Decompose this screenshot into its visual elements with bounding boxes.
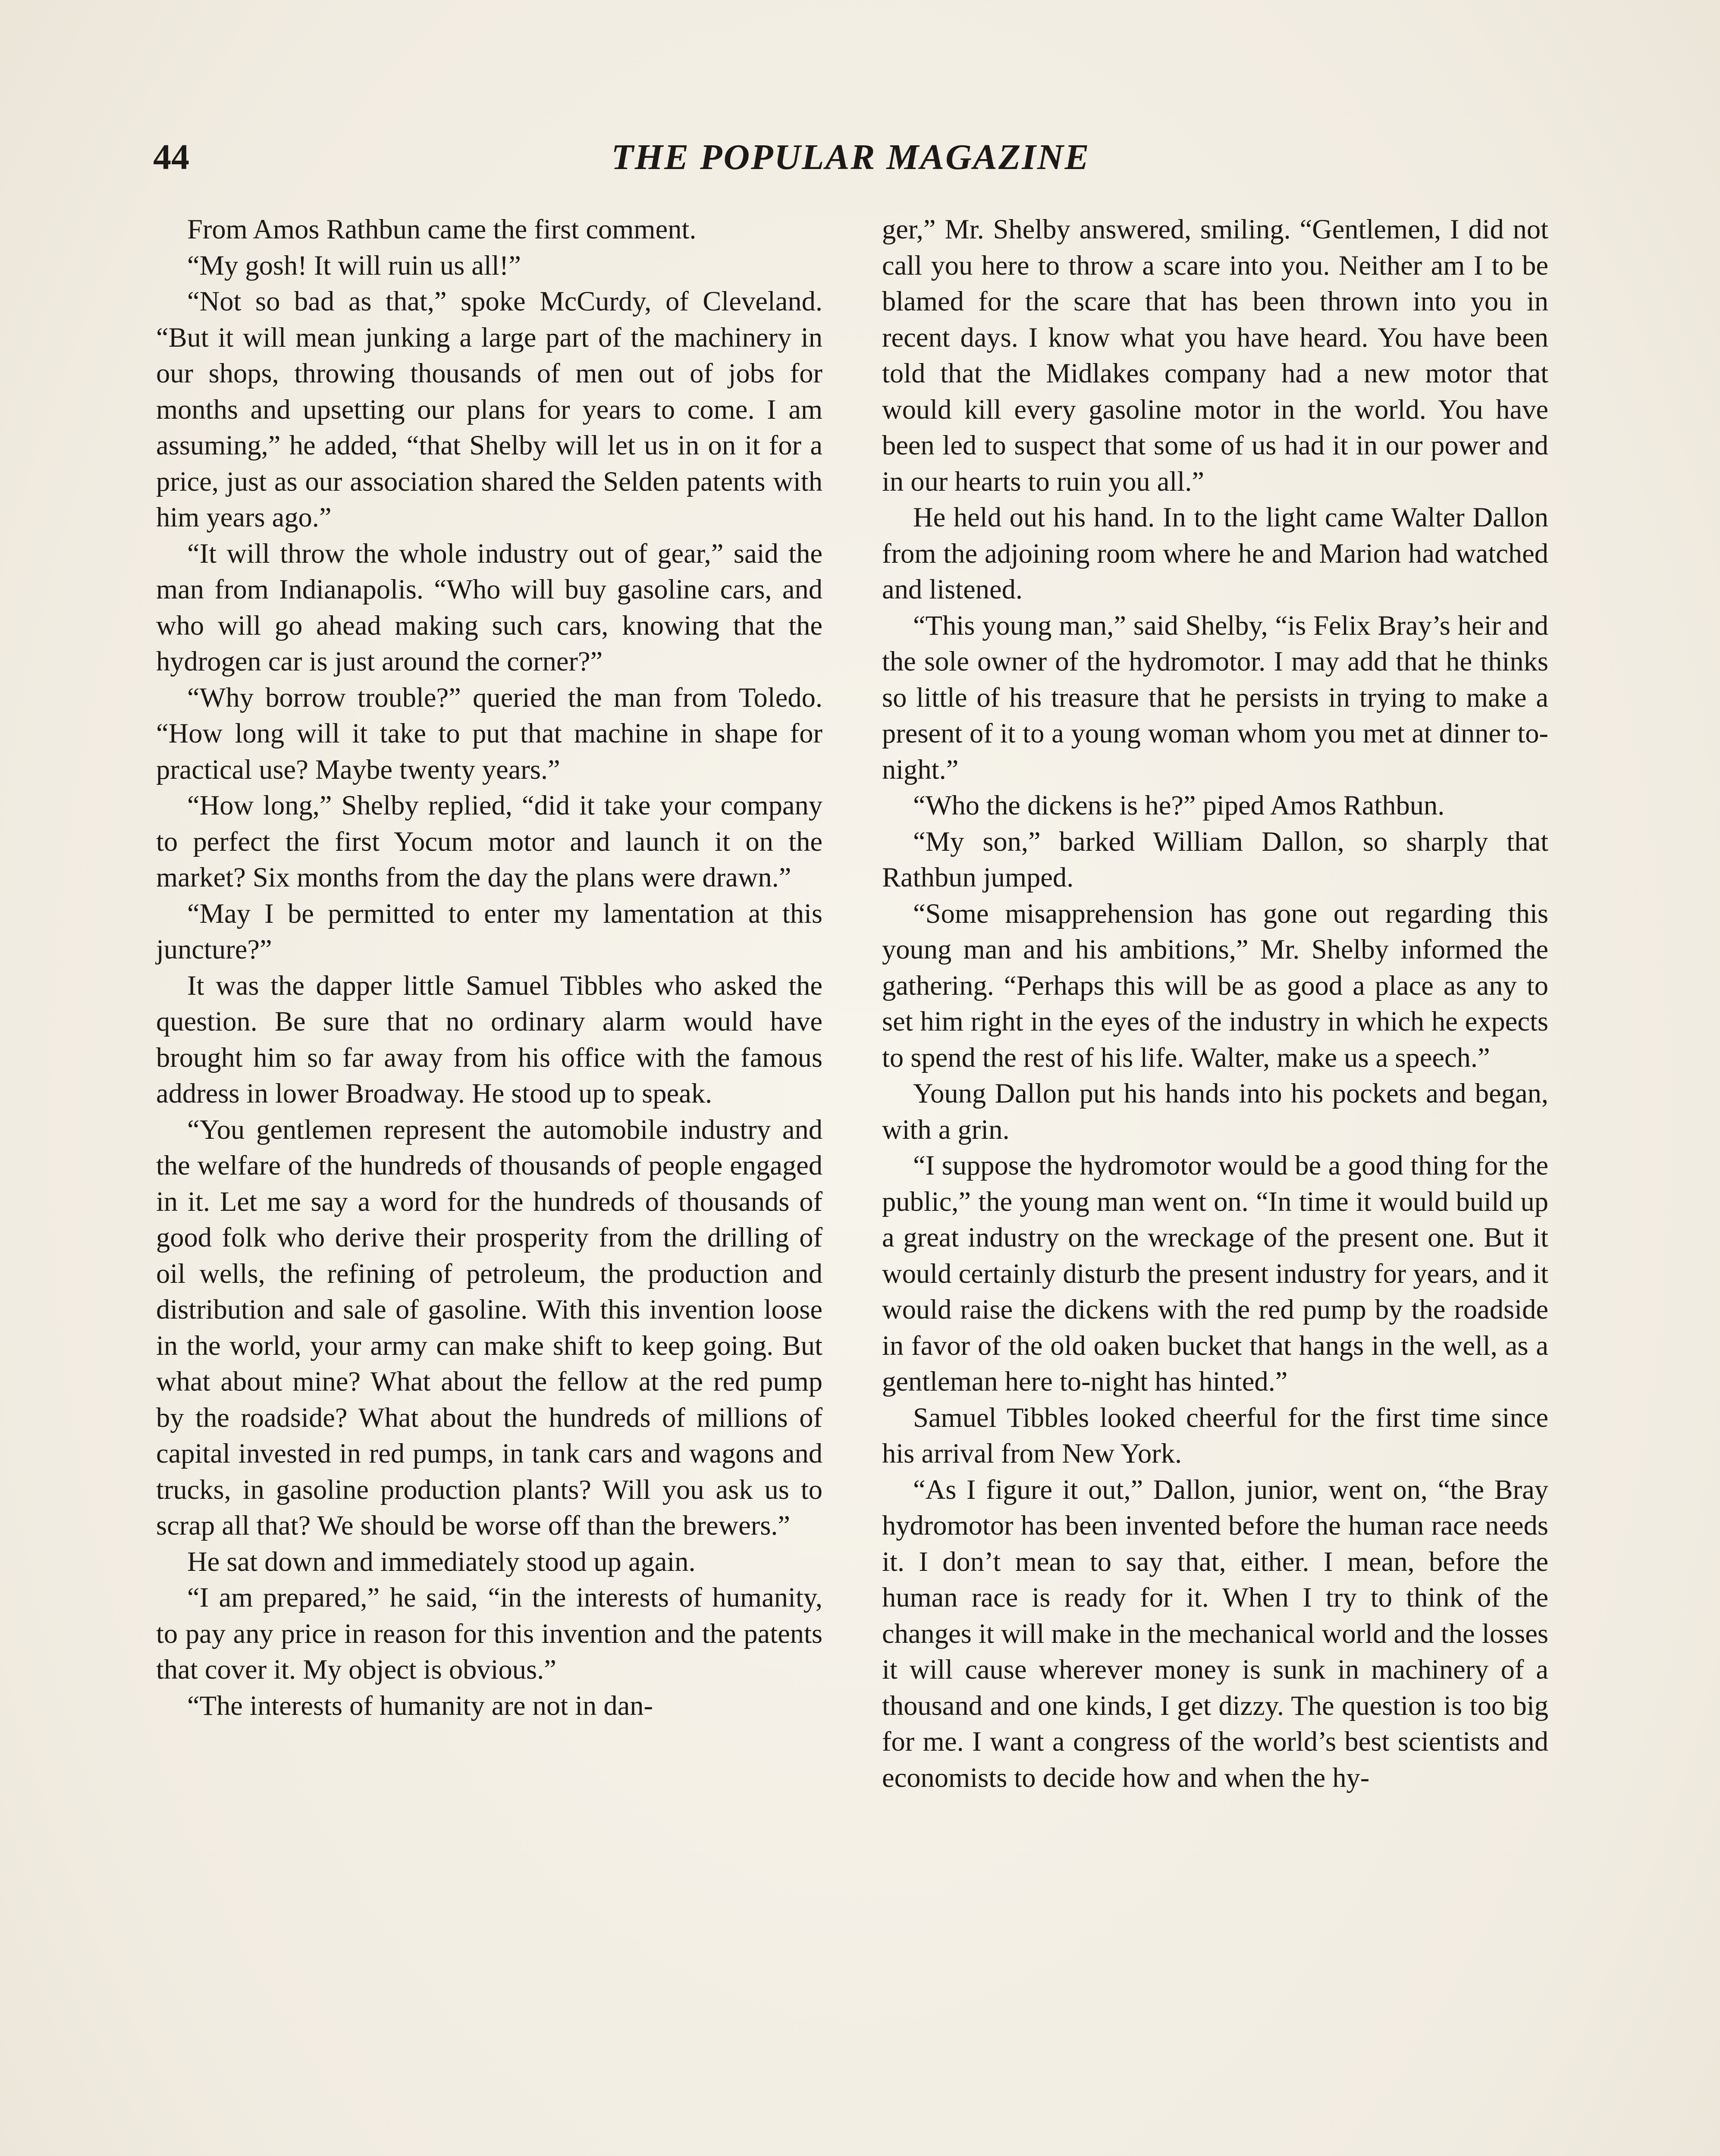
paragraph: “My gosh! It will ruin us all!” (187, 250, 521, 281)
paragraph: “May I be permitted to enter my lamentation at this juncture?” (156, 898, 822, 965)
paragraph: “It will throw the whole industry out of gear,” said the man from Indianapolis. “Who will buy gasoline cars, and who will go ahead making such cars, knowing that the hydrogen car is just around the corner?” (156, 538, 822, 677)
paragraph: “My son,” barked William Dallon, so sharply that Rathbun jumped. (882, 826, 1548, 893)
right-column (882, 211, 1548, 1796)
paragraph: “The interests of humanity are not in dan- (187, 1690, 653, 1721)
paragraph: “Some misapprehension has gone out regarding this young man and his ambitions,” Mr. Shelby informed the gathering. “Perhaps this will be as good a place as any to set him right in the eyes of the industry in which he expects to spend the rest of his life. Walter, make us a speech.” (882, 898, 1548, 1073)
paragraph: “How long,” Shelby replied, “did it take your company to perfect the first Yocum motor and launch it on the market? Six months from the day the plans were drawn.” (156, 790, 822, 893)
paragraph: He sat down and immediately stood up again. (187, 1546, 696, 1577)
paragraph: Young Dallon put his hands into his pockets and began, with a grin. (882, 1078, 1548, 1145)
paragraph: From Amos Rathbun came the first comment. (187, 214, 697, 244)
paragraph: “Who the dickens is he?” piped Amos Rathbun. (913, 790, 1445, 821)
paragraph: “I am prepared,” he said, “in the interests of humanity, to pay any price in reason for this invention and the patents that cover it. My object is obvious.” (156, 1582, 822, 1685)
paragraph: “I suppose the hydromotor would be a good thing for the public,” the young man went on. “In time it would build up a great industry on the wreckage of the present one. But it would certainly disturb the present industry for years, and it would raise the dickens with the red pump by the roadside in favor of the old oaken bucket that hangs in the well, as a gentleman here to-night has hinted.” (882, 1150, 1548, 1397)
paragraph: “This young man,” said Shelby, “is Felix Bray’s heir and the sole owner of the hydromotor. I may add that he thinks so little of his treasure that he persists in trying to make a present of it to a young woman whom you met at dinner to-night.” (882, 610, 1548, 785)
page-number: 44 (153, 137, 189, 177)
page-header (153, 132, 1548, 183)
paragraph: It was the dapper little Samuel Tibbles who asked the question. Be sure that no ordinary alarm would have brought him so far away from his office with the famous address in lower Broadway. He stood up to speak. (156, 970, 822, 1109)
paragraph: He held out his hand. In to the light came Walter Dallon from the adjoining room where he and Marion had watched and listened. (882, 502, 1548, 605)
paragraph: “You gentlemen represent the automobile industry and the welfare of the hundreds of thousands of people engaged in it. Let me say a word for the hundreds of thousands of good folk who derive their prosperity from the drilling of oil wells, the refining of petroleum, the production and distribution and sale of gasoline. With this invention loose in the world, your army can make shift to keep going. But what about mine? What about the fellow at the red pump by the roadside? What about the hundreds of millions of capital invested in red pumps, in tank cars and wagons and trucks, in gasoline production plants? Will you ask us to scrap all that? We should be worse off than the brewers.” (156, 1114, 822, 1541)
running-title: THE POPULAR MAGAZINE (611, 137, 1090, 177)
paragraph-continuation: ger,” Mr. Shelby answered, smiling. “Gentlemen, I did not call you here to throw a scare into you. Neither am I to be blamed for the scare that has been thrown into you in recent days. I know what you have heard. You have been told that the Midlakes company had a new motor that would kill every gasoline motor in the world. You have been led to suspect that some of us had it in our power and in our hearts to ruin you all.” (882, 214, 1548, 497)
paragraph: “As I figure it out,” Dallon, junior, went on, “the Bray hydromotor has been invented before the human race needs it. I don’t mean to say that, either. I mean, before the human race is ready for it. When I try to think of the changes it will make in the mechanical world and the losses it will cause wherever money is sunk in machinery of a thousand and one kinds, I get dizzy. The question is too big for me. I want a congress of the world’s best scientists and economists to decide how and when the hy- (882, 1474, 1548, 1793)
paragraph: Samuel Tibbles looked cheerful for the first time since his arrival from New York. (882, 1402, 1548, 1469)
left-column (156, 211, 822, 1724)
paragraph: “Not so bad as that,” spoke McCurdy, of Cleveland. “But it will mean junking a large part of the machinery in our shops, throwing thousands of men out of jobs for months and upsetting our plans for years to come. I am assuming,” he added, “that Shelby will let us in on it for a price, just as our association shared the Selden patents with him years ago.” (156, 286, 822, 533)
paragraph: “Why borrow trouble?” queried the man from Toledo. “How long will it take to put that machine in shape for practical use? Maybe twenty years.” (156, 682, 822, 785)
